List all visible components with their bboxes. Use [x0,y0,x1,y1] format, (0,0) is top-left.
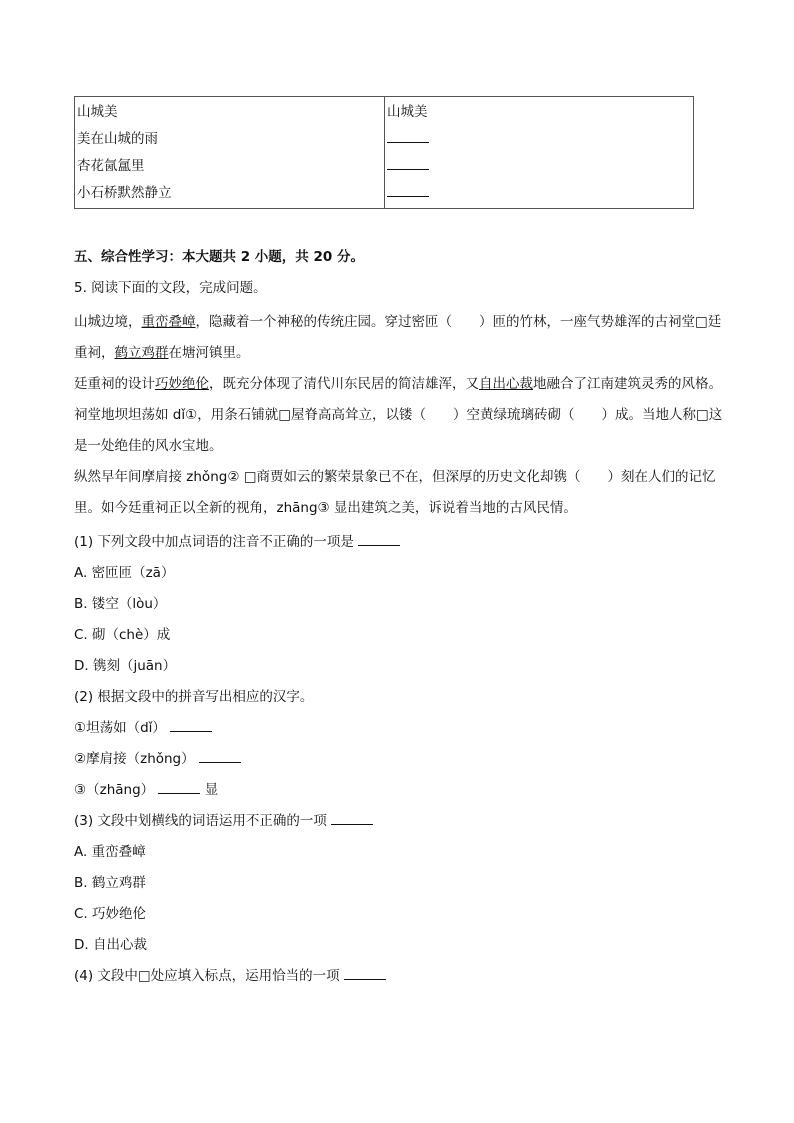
poem-table [74,96,694,209]
sub-question-4 [74,964,724,988]
fill-item [74,747,724,771]
answer-blank-cell[interactable] [385,182,693,209]
text: (4) 文段中□处应填入标点，运用恰当的一项 [74,968,340,984]
underlined-term: 重峦叠嶂 [141,314,196,330]
passage-paragraph-3: 纵然早年间摩肩接 zhǒng② □商贾如云的繁荣景象已不在，但深厚的历史文化却镌（ ）刻在人们的记忆里。如今廷重祠正以全新的视角，zhāng③ 显出建筑之美，诉说着当地的古风民情。 [74,469,716,516]
answer-blank[interactable] [344,966,386,980]
fill-item [74,778,724,802]
answer-blank[interactable] [158,780,200,794]
answer-blank[interactable] [387,155,429,170]
answer-blank-cell[interactable] [385,128,693,155]
table-cell: 杏花氤氲里 [77,158,145,174]
underlined-term: 自出心裁 [479,376,533,392]
sub-question-3 [74,809,724,833]
option: D. 镌刻（juān） [74,658,177,674]
text: 山城边境， [74,314,142,330]
question-content [74,245,724,995]
table-cell: 山城美 [387,104,428,120]
option: D. 自出心裁 [74,937,147,953]
text: ，既充分体现了清代川东民居的简洁雄浑，又 [209,376,479,392]
text: 地融合了江南建筑灵秀的风格。祠堂地坝坦荡如 dǐ①，用条石铺就□屋脊高高耸立，以镂（ ）空黄绿琉璃砖砌（ ）成。当地人称□这是一处绝佳的风水宝地。 [74,376,723,454]
text: ③（zhāng） [74,782,155,798]
table-left-column [75,97,385,208]
text: 显 [204,782,219,798]
text: (1) 下列文段中加点词语的注音不正确的一项是 [74,534,354,550]
passage-paragraph-2 [74,369,724,462]
section-heading: 五、综合性学习：本大题共 2 小题，共 20 分。 [74,249,364,265]
option: A. 密匝匝（zā） [74,565,175,581]
underlined-term: 巧妙绝伦 [155,376,209,392]
table-cell: 山城美 [77,104,118,120]
answer-blank[interactable] [170,718,212,732]
table-right-column [385,97,693,208]
question-title: 5. 阅读下面的文段，完成问题。 [74,280,267,296]
option: C. 砌（chè）成 [74,627,171,643]
text: (3) 文段中划横线的词语运用不正确的一项 [74,813,327,829]
option: C. 巧妙绝伦 [74,906,147,922]
answer-blank[interactable] [199,749,241,763]
answer-blank[interactable] [387,128,429,143]
text: ，隐藏着一个神秘的传统庄园。穿过密匝（ ）匝的竹林，一座气势雄浑的古祠堂□廷重祠， [74,314,722,361]
sub-question-1 [74,530,724,554]
answer-blank[interactable] [331,811,373,825]
option: B. 镂空（lòu） [74,596,167,612]
table-cell: 小石桥默然静立 [77,185,172,201]
option: B. 鹤立鸡群 [74,875,146,891]
text: ②摩肩接（zhǒng） [74,751,195,767]
answer-blank-cell[interactable] [385,155,693,182]
text: 在塘河镇里。 [168,345,250,361]
fill-item [74,716,724,740]
text: 廷重祠的设计 [74,376,155,392]
underlined-term: 鹤立鸡群 [114,345,169,361]
text: ①坦荡如（dǐ） [74,720,166,736]
passage-paragraph-1 [74,307,724,369]
sub-question-2: (2) 根据文段中的拼音写出相应的汉字。 [74,689,314,705]
answer-blank[interactable] [358,532,400,546]
option: A. 重峦叠嶂 [74,844,146,860]
answer-blank[interactable] [387,182,429,197]
table-cell: 美在山城的雨 [77,131,158,147]
